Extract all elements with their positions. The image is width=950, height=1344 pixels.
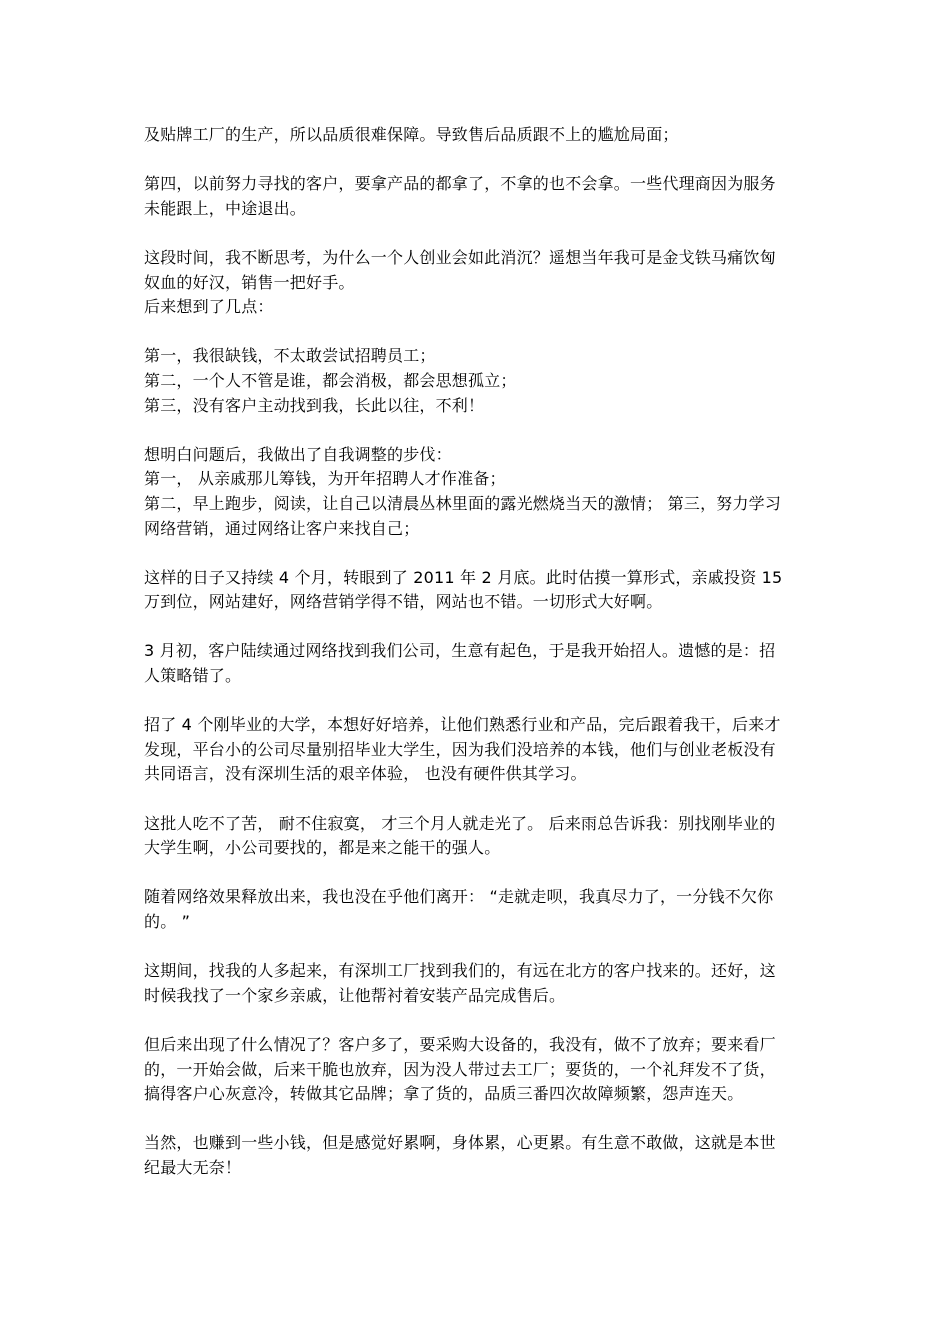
text-line: 这段时间，我不断思考，为什么一个人创业会如此消沉？遥想当年我可是金戈铁马痛饮匈 [144, 247, 776, 267]
text-line: 未能跟上，中途退出。 [144, 198, 307, 218]
paragraph-12 [144, 1033, 812, 1107]
paragraph-13 [144, 1131, 812, 1180]
text-line: 第三，没有客户主动找到我，长此以往，不利！ [144, 395, 485, 415]
text-line: 随着网络效果释放出来，我也没在乎他们离开： “走就走呗，我真尽力了，一分钱不欠你 [144, 887, 774, 907]
paragraph-8 [144, 713, 812, 787]
paragraph-4 [144, 344, 812, 418]
paragraph-10 [144, 885, 812, 934]
text-line: 第一， 从亲戚那儿筹钱，为开年招聘人才作准备； [144, 469, 506, 489]
text-line: 后来想到了几点： [144, 297, 274, 317]
text-line: 奴血的好汉，销售一把好手。 [144, 272, 355, 292]
text-line: 发现，平台小的公司尽量别招毕业大学生，因为我们没培养的本钱，他们与创业老板没有 [144, 739, 776, 759]
text-line: 这期间，找我的人多起来，有深圳工厂找到我们的，有远在北方的客户找来的。还好，这 [144, 961, 776, 981]
text-line: 这批人吃不了苦， 耐不住寂寞， 才三个月人就走光了。 后来雨总告诉我：别找刚毕业的 [144, 813, 776, 833]
text-line: 大学生啊，小公司要找的，都是来之能干的强人。 [144, 838, 501, 858]
text-line: 3 月初，客户陆续通过网络找到我们公司，生意有起色，于是我开始招人。遗憾的是：招 [144, 641, 776, 661]
text-line: 想明白问题后，我做出了自我调整的步伐： [144, 444, 452, 464]
text-line: 时候我找了一个家乡亲戚，让他帮衬着安装产品完成售后。 [144, 985, 566, 1005]
text-line: 纪最大无奈！ [144, 1157, 242, 1177]
document-body [144, 123, 812, 1205]
text-line: 搞得客户心灰意冷，转做其它品牌；拿了货的，品质三番四次故障频繁，怨声连天。 [144, 1084, 744, 1104]
text-line: 第二，一个人不管是谁，都会消极，都会思想孤立； [144, 370, 517, 390]
text-line: 人策略错了。 [144, 666, 242, 686]
text-line: 第二，早上跑步，阅读，让自己以清晨丛林里面的露光燃烧当天的激情； 第三，努力学习 [144, 493, 782, 513]
text-line: 网络营销，通过网络让客户来找自己； [144, 518, 420, 538]
text-line: 及贴牌工厂的生产，所以品质很难保障。导致售后品质跟不上的尴尬局面； [144, 125, 679, 144]
paragraph-11 [144, 959, 812, 1008]
text-line: 的。 ” [144, 912, 191, 931]
text-line: 共同语言，没有深圳生活的艰辛体验， 也没有硬件供其学习。 [144, 764, 587, 784]
text-line: 第四，以前努力寻找的客户，要拿产品的都拿了，不拿的也不会拿。一些代理商因为服务 [144, 174, 776, 194]
paragraph-7 [144, 639, 812, 688]
text-line: 第一，我很缺钱，不太敢尝试招聘员工； [144, 346, 436, 366]
text-line: 但后来出现了什么情况了？客户多了，要采购大设备的，我没有，做不了放弃；要来看厂 [144, 1034, 776, 1054]
paragraph-2 [144, 172, 812, 221]
paragraph-6 [144, 566, 812, 615]
text-line: 招了 4 个刚毕业的大学，本想好好培养，让他们熟悉行业和产品，完后跟着我干，后来才 [144, 715, 781, 735]
text-line: 这样的日子又持续 4 个月，转眼到了 2011 年 2 月底。此时估摸一算形式，亲戚投资 15 [144, 567, 783, 587]
paragraph-9 [144, 812, 812, 861]
text-line: 的，一开始会做，后来干脆也放弃，因为没人带过去工厂；要货的，一个礼拜发不了货， [144, 1059, 776, 1079]
paragraph-5 [144, 443, 812, 541]
paragraph-3 [144, 246, 812, 320]
paragraph-1 [144, 123, 812, 148]
text-line: 当然，也赚到一些小钱，但是感觉好累啊，身体累，心更累。有生意不敢做，这就是本世 [144, 1133, 776, 1153]
text-line: 万到位，网站建好，网络营销学得不错，网站也不错。一切形式大好啊。 [144, 592, 663, 612]
